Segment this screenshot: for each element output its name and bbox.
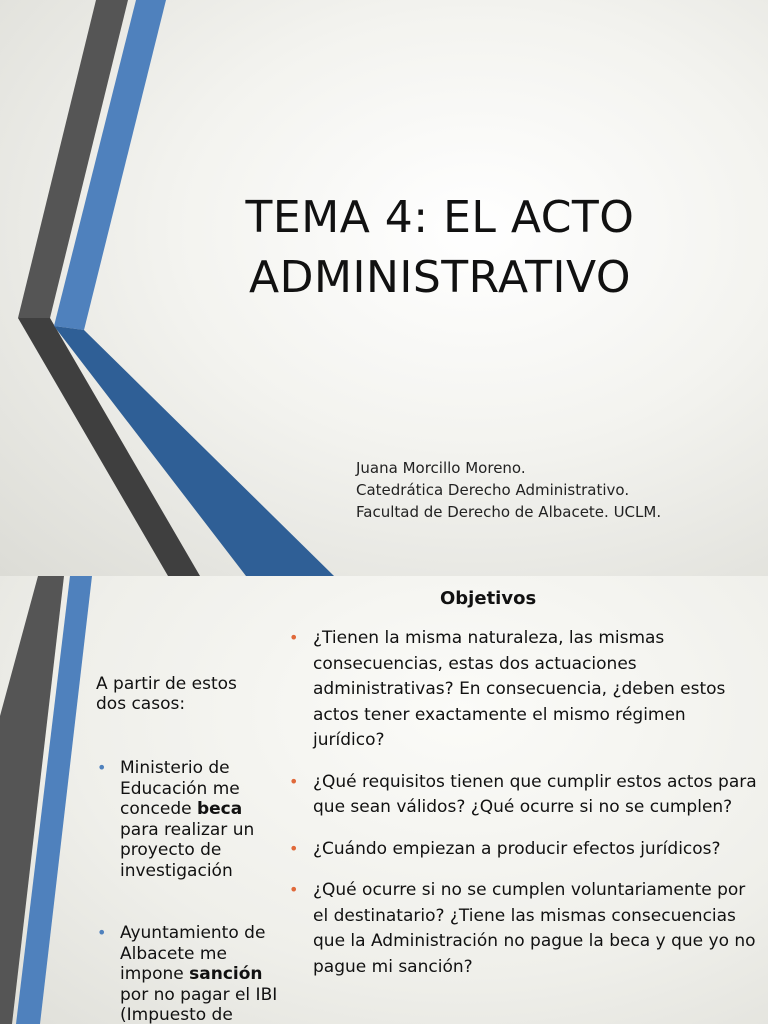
cases-list [96, 758, 281, 1024]
title-line-2: ADMINISTRATIVO [249, 252, 631, 303]
author-name: Juana Morcillo Moreno. [356, 459, 526, 477]
author-block [356, 457, 661, 523]
author-position: Catedrática Derecho Administrativo. [356, 481, 630, 499]
list-item: • ¿Tienen la misma naturaleza, las mismas consecuencias, estas dos actuaciones administrativas? En consecuencia, ¿deben estos actos tener exactamente el mismo régimen jurídico? [288, 626, 758, 754]
bullet-icon: • [289, 771, 299, 791]
title-line-1: TEMA 4: EL ACTO [245, 192, 635, 243]
intro-text: A partir de estos dos casos: [96, 674, 237, 714]
list-item: • ¿Qué requisitos tienen que cumplir estos actos para que sean válidos? ¿Qué ocurre si no se cumplen? [288, 770, 758, 821]
list-item: • ¿Qué ocurre si no se cumplen voluntariamente por el destinatario? ¿Tiene las mismas consecuencias que la Administración no pague la beca y que yo no pague mi sanción? [288, 878, 758, 980]
objectives-heading: Objetivos [440, 588, 537, 609]
bullet-icon: • [289, 838, 299, 858]
list-item: • Ministerio de Educación me concede beca para realizar un proyecto de investigación [97, 758, 255, 881]
bullet-icon: • [289, 628, 299, 647]
objectives-slide [0, 576, 768, 1024]
author-faculty: Facultad de Derecho de Albacete. UCLM. [356, 503, 662, 521]
bullet-icon: • [97, 923, 107, 942]
list-item: • ¿Cuándo empiezan a producir efectos jurídicos? [288, 837, 758, 863]
list-item: • Ayuntamiento de Albacete me impone sanción por no pagar el IBI (Impuesto de [97, 923, 278, 1024]
bullet-icon: • [97, 758, 107, 777]
slide-title [180, 188, 700, 308]
objectives-list [288, 626, 758, 996]
bullet-icon: • [289, 880, 299, 899]
